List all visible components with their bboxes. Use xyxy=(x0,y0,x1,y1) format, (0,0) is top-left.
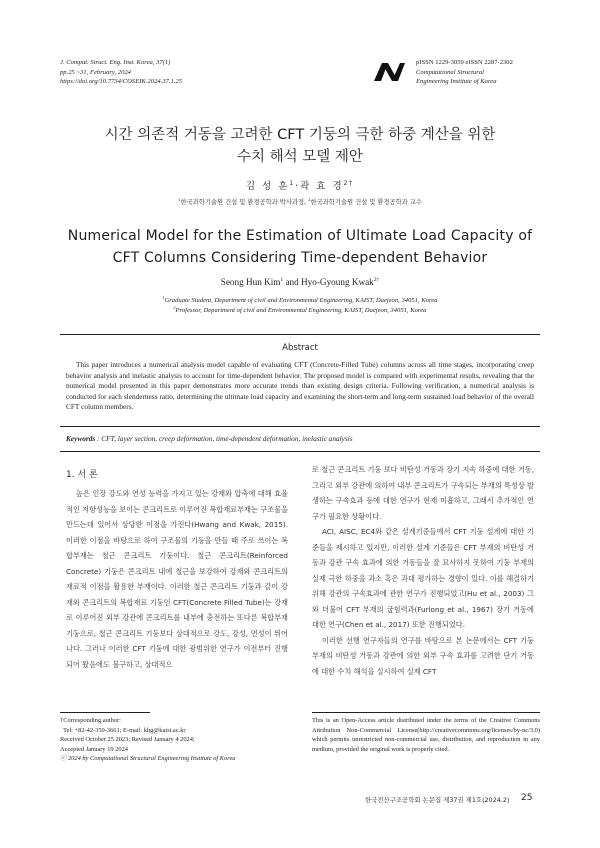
aff-ko-2: 한국과학기술원 건설 및 환경공학과 교수 xyxy=(310,199,422,206)
keywords xyxy=(66,434,353,443)
corresponding-author: †Corresponding author: xyxy=(60,717,121,724)
author-en-2-sup: 2† xyxy=(373,276,380,283)
author-ko-separator: · xyxy=(295,181,301,192)
keywords-label: Keywords xyxy=(66,434,96,443)
body-right-column xyxy=(312,462,534,742)
footnote-left xyxy=(60,716,292,764)
aff-ko-sup-1: 1 xyxy=(178,196,181,202)
aff-ko-1: 한국과학기술원 건설 및 환경공학과 박사과정, xyxy=(180,199,309,206)
title-korean-line-2: 수치 해석 모델 제안 xyxy=(237,149,363,165)
license-notice: This is an Open-Access article distributed under the terms of the Creative Commons Attribution Non-Commercial License(http://creativecommons.org/licenses/by-nc/3.0) which permits unrestricted non-commercial use, distribution, and reproduction in any medium, provided the original work is properly cited. xyxy=(312,717,540,753)
paragraph: 이러한 선행 연구자들의 연구를 바탕으로 본 논문에서는 CFT 기둥 부재의 비탄성 거동과 강관에 의한 외부 구속 효과를 고려한 단기 거동에 대한 수치 해석을 실시하여 실제 CFT xyxy=(312,635,534,676)
authors-korean xyxy=(0,178,600,192)
society-name-1: Computational Structural xyxy=(416,68,484,76)
author-en-1-sup: 1 xyxy=(280,276,284,283)
paragraph: ACI, AISC, EC4와 같은 설계기준들에서 CFT 기둥 설계에 대한 기준들을 제시하고 있지만, 이러한 설계 기준들은 CFT 부재의 비탄성 거동과 강관 구속 효과에 의한 거동들을 잘 묘사하지 못하여 기둥 부재의 실제 극한 하중을 과소 혹은 과대 평가하는 경향이 있다. 이를 해결하기 위해 강관의 구속효과에 관한 연구가 진행되었고(Hu et al., 2003) 그와 더불어 CFT 부재의 굽힘력과(Furlong et al., 1967) 장기 거동에 대한 연구(Chen et al., 2017) 또한 진행되었다. xyxy=(312,527,534,629)
section-title: 서 론 xyxy=(77,470,98,480)
body-left-column xyxy=(66,486,288,742)
footer-journal: 한국전산구조공학회 논문집 제37권 제1호(2024.2) xyxy=(365,796,510,804)
coseik-logo-icon xyxy=(372,61,406,83)
issn: pISSN 1229-3059 eISSN 2287-2302 xyxy=(416,59,513,66)
footnote-rule-left xyxy=(60,712,150,713)
section-number: 1. xyxy=(66,470,75,480)
keywords-text: CFT, layer section, creep deformation, time-dependent deformation, inelastic analysis xyxy=(101,434,353,443)
abstract-heading: Abstract xyxy=(282,343,318,353)
author-ko-2: 곽 효 경 xyxy=(300,181,344,192)
title-korean-line-1: 시간 의존적 거동을 고려한 CFT 기둥의 극한 하중 계산을 위한 xyxy=(104,127,496,143)
keywords-rule xyxy=(60,451,540,452)
journal-citation xyxy=(60,58,182,87)
keywords-separator: : xyxy=(95,434,102,443)
aff-en-2-text: Professor, Department of civil and Environmental Engineering, KAIST, Daejeon, 34051, Korea xyxy=(175,306,427,314)
authors-english xyxy=(0,277,600,287)
title-english-line-2: CFT Columns Considering Time-dependent Behavior xyxy=(112,250,488,266)
title-korean xyxy=(0,124,600,168)
citation-doi[interactable]: https://doi.org/10.7734/COSEIK.2024.37.1.25 xyxy=(60,78,183,86)
paragraph: 로 철근 콘크리트 기둥 보다 비탄성 거동과 장기 지속 하중에 대한 거동, 그리고 외부 강관에 의하여 내부 콘크리트가 구속되는 부재의 특성상 발생하는 구속효과 등에 대한 연구가 현재 미흡하고, 그래서 추가적인 연구가 필요한 상황이다. xyxy=(312,465,534,521)
accepted-date: Accepted January 19 2024 xyxy=(60,745,128,753)
section-heading xyxy=(66,467,98,480)
author-ko-1-sup: 1 xyxy=(289,180,296,187)
aff-en-2-sup: 2 xyxy=(173,304,176,310)
page-number: 25 xyxy=(521,793,533,803)
abstract-top-rule xyxy=(60,334,540,335)
author-en-and: and xyxy=(283,277,302,287)
author-ko-1: 김 성 훈 xyxy=(245,181,290,192)
abstract-bottom-rule xyxy=(60,426,540,427)
aff-en-1-sup: 1 xyxy=(162,294,165,300)
author-en-1: Seong Hun Kim xyxy=(220,277,281,287)
title-english-line-1: Numerical Model for the Estimation of Ultimate Load Capacity of xyxy=(67,228,533,244)
received-date: Received October 25 2023; Revised January 4 2024; xyxy=(60,736,195,743)
copyright: ⓒ 2024 by Computational Structural Engineering Institute of Korea xyxy=(60,755,236,762)
author-ko-2-sup: 2† xyxy=(343,180,355,187)
society-name-2: Engineering Institute of Korea xyxy=(416,78,497,86)
author-en-2: Hyo-Gyoung Kwak xyxy=(301,277,374,287)
affiliation-english xyxy=(0,296,600,315)
issn-block xyxy=(416,58,513,87)
contact-info: Tel: +82-42-350-3661; E-mail: khg@kaist.ac.kr xyxy=(60,726,186,734)
citation-journal: J. Comput. Struct. Eng. Inst. Korea, 37(1) xyxy=(60,59,171,66)
footnote-rule-right xyxy=(312,712,540,713)
aff-en-1 xyxy=(0,296,600,306)
aff-en-2 xyxy=(0,306,600,316)
aff-ko-sup-2: 2 xyxy=(308,196,311,202)
citation-pages: pp.25 ~31, February, 2024 xyxy=(60,68,131,76)
abstract-text: This paper introduces a numerical analysis model capable of evaluating CFT (Concrete-Filled Tube) columns across all time stages, incorporating creep behavior analysis and inelastic analysis to account for time-dependent behavior. The proposed model is compared with experimental results, revealing that the numerical model presented in this paper demonstrates more accurate trends than existing design criteria. Following verification, a numerical analysis is conducted for each slenderness ratio, determining the ultimate load capacity and examining the short-term and long-term sustained load behavior of the overall CFT column members. xyxy=(66,360,534,412)
title-english xyxy=(0,225,600,269)
aff-en-1-text: Graduate Student, Department of civil and Environmental Engineering, KAIST, Daejeon, 34051, Korea xyxy=(164,297,438,304)
paragraph: 높은 인장 강도와 연성 능력을 가지고 있는 강재와 압축에 대해 효율적인 저항성능을 보이는 콘크리트로 이루어진 복합재료부재는 구조물을 만드는데 있어서 상당한 이점을 가진다(Hwang and Kwak, 2015). 이러한 이점을 바탕으로 하여 구조물의 기둥을 만들 때 주로 쓰이는 복합부재는 철근 콘크리트 기둥이다. 철근 콘크리트(Reinforced Concrete) 기둥은 콘크리트 내에 철근을 보강하여 강재와 콘크리트의 재료적 이점을 활용한 부재이다. 이러한 철근 콘크리트 기둥과 같이 강재와 콘크리트의 복합재료 기둥인 CFT(Concrete Filled Tube)는 강재로 이루어진 외부 강관에 콘크리트를 내부에 충전하는 또다른 복합부재기둥으로, 철근 콘크리트 기둥보다 상대적으로 강도, 강성, 연성이 뛰어나다. 그러나 이러한 CFT 기둥에 대한 광범위한 연구가 이전부터 진행되어 왔음에도 불구하고, 상대적으 xyxy=(66,489,288,669)
affiliation-korean xyxy=(0,197,600,206)
